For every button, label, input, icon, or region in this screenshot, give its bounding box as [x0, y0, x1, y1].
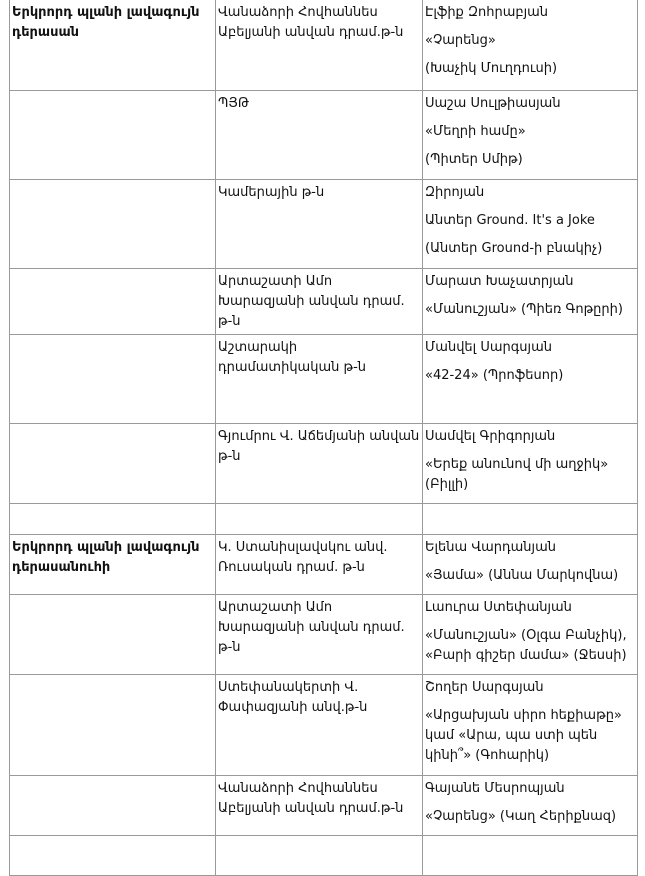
nominee-cell — [423, 180, 638, 269]
actor-name: Մարատ Խաչատրյան — [425, 274, 574, 289]
theatre-cell: Վանաձորի Հովհաննես Աբելյանի անվան դրամ.թ-ն — [216, 776, 423, 836]
nominee-cell — [423, 0, 638, 91]
theatre-cell — [216, 504, 423, 535]
actor-name: Ելենա Վարդանյան — [425, 540, 556, 555]
category-cell: Երկրորդ պլանի լավագույն դերասան — [10, 0, 216, 91]
category-cell: Երկրորդ պլանի լավագույն դերասանուհի — [10, 535, 216, 595]
nominee-cell — [423, 776, 638, 836]
nominee-cell — [423, 335, 638, 424]
table-row — [10, 595, 638, 675]
actor-name: Գայանե Մեսրոպյան — [425, 781, 565, 796]
category-cell — [10, 91, 216, 180]
play-title: «Մանուշյան» (Օլգա Բանչիկ), «Բարի գիշեր մամա» (Ջեսսի) — [425, 628, 627, 663]
category-cell — [10, 776, 216, 836]
theatre-cell: Ստեփանակերտի Վ. Փափազյանի անվ.թ-ն — [216, 675, 423, 776]
play-title: «Մանուշյան» (Պիեռ Գոթըրի) — [425, 302, 623, 317]
category-cell — [10, 180, 216, 269]
table-row — [10, 535, 638, 595]
table-row — [10, 91, 638, 180]
theatre-cell — [216, 836, 423, 876]
actor-name: Լաուրա Ստեփանյան — [425, 600, 572, 615]
actor-name: Մանվել Սարգսյան — [425, 340, 552, 355]
table-row — [10, 424, 638, 504]
category-cell — [10, 675, 216, 776]
theatre-cell: ՊՅԹ — [216, 91, 423, 180]
category-cell — [10, 595, 216, 675]
table-row — [10, 0, 638, 91]
actor-name: Սաշա Սուլթիասյան — [425, 96, 561, 111]
category-cell — [10, 836, 216, 876]
actor-name: Շողեր Սարգսյան — [425, 680, 544, 695]
theatre-cell: Վանաձորի Հովհաննես Աբելյանի անվան դրամ.թ-ն — [216, 0, 423, 91]
theatre-cell: Արտաշատի Ամո Խարազյանի անվան դրամ. թ-ն — [216, 269, 423, 335]
theatre-cell: Գյումրու Վ. Աճեմյանի անվան թ-ն — [216, 424, 423, 504]
play-title: «Արցախյան սիրո հեքիաթը» կամ «Արա, պա ստի պեն կինի՞» (Գոհարիկ) — [425, 708, 622, 763]
nominee-cell — [423, 504, 638, 535]
category-cell — [10, 504, 216, 535]
nominee-cell — [423, 535, 638, 595]
play-title: «42-24» (Պրոֆեսոր) — [425, 368, 564, 383]
category-cell — [10, 269, 216, 335]
actor-name: Սամվել Գրիգորյան — [425, 429, 556, 444]
category-cell — [10, 335, 216, 424]
theatre-cell: Կ. Ստանիսլավսկու անվ. Ռուսական դրամ. թ-ն — [216, 535, 423, 595]
nominee-cell — [423, 424, 638, 504]
role-name: (Խաչիկ Մուղդուսի) — [425, 61, 558, 76]
role-name: (Անտեր Ground-ի բնակիչ) — [425, 241, 603, 256]
theatre-cell: Աշտարակի դրամատիկական թ-ն — [216, 335, 423, 424]
actor-name: Զիրոյան — [425, 185, 485, 200]
nominee-cell — [423, 91, 638, 180]
table-row — [10, 675, 638, 776]
play-title: Անտեր Ground. It's a Joke — [425, 213, 595, 228]
play-title: «Չարենց» (Կաղ Հերիքնազ) — [425, 809, 617, 824]
table-row — [10, 335, 638, 424]
role-name: (Պիտեր Սմիթ) — [425, 152, 523, 167]
table-row-empty — [10, 504, 638, 535]
nominee-cell — [423, 675, 638, 776]
table-row — [10, 269, 638, 335]
nominee-cell — [423, 595, 638, 675]
category-cell — [10, 424, 216, 504]
play-title: «Յամա» (Աննա Մարկովնա) — [425, 568, 619, 583]
table-row — [10, 776, 638, 836]
theatre-cell: Կամերային թ-ն — [216, 180, 423, 269]
play-title: «Երեք անունով մի աղջիկ» (Բիլլի) — [425, 457, 609, 492]
nominee-cell — [423, 836, 638, 876]
actor-name: Էլֆիք Զոհրաբյան — [425, 5, 549, 20]
nominations-table — [9, 0, 638, 876]
play-title: «Չարենց» — [425, 33, 496, 48]
play-title: «Մեղրի համը» — [425, 124, 526, 139]
table-row — [10, 180, 638, 269]
table-row-empty — [10, 836, 638, 876]
nominee-cell — [423, 269, 638, 335]
theatre-cell: Արտաշատի Ամո Խարազյանի անվան դրամ. թ-ն — [216, 595, 423, 675]
